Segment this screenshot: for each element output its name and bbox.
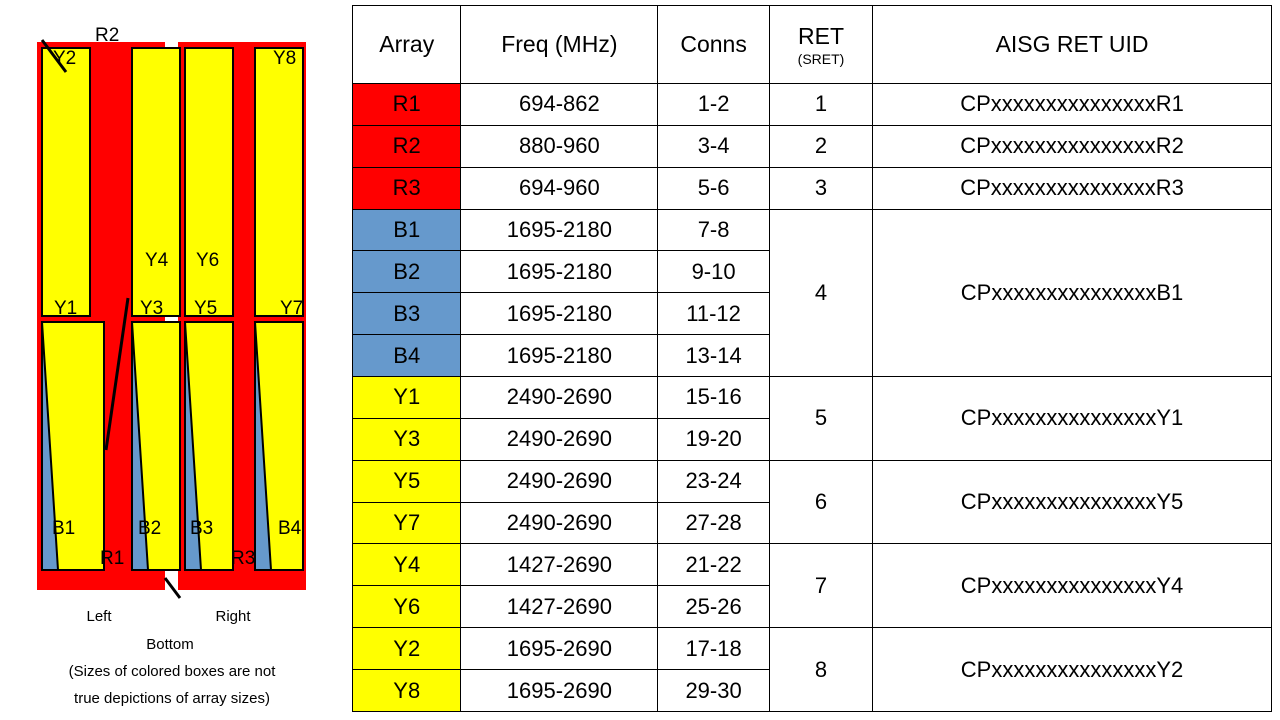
cell-freq: 1427-2690: [461, 544, 658, 586]
table-row: [353, 209, 1272, 251]
cell-freq: 1427-2690: [461, 586, 658, 628]
label-Y8: Y8: [273, 48, 297, 69]
table-row: [353, 167, 1272, 209]
cell-array: Y5: [353, 460, 461, 502]
caption-right: Right: [215, 608, 251, 625]
cell-uid: CPxxxxxxxxxxxxxxxY1: [873, 377, 1272, 461]
table-body: [353, 84, 1272, 712]
cell-uid: CPxxxxxxxxxxxxxxxB1: [873, 209, 1272, 376]
cell-conns: 27-28: [658, 502, 770, 544]
cell-array: B3: [353, 293, 461, 335]
label-Y2: Y2: [53, 48, 77, 69]
cell-freq: 880-960: [461, 125, 658, 167]
slant-mark-bottom-left: [165, 578, 180, 598]
cell-conns: 21-22: [658, 544, 770, 586]
label-Y7: Y7: [280, 298, 304, 319]
cell-ret: 1: [769, 84, 872, 126]
column-header-ret-sublabel: (SRET): [797, 50, 845, 67]
cell-array: R2: [353, 125, 461, 167]
table-row: [353, 377, 1272, 419]
cell-conns: 3-4: [658, 125, 770, 167]
cell-uid: CPxxxxxxxxxxxxxxxY4: [873, 544, 1272, 628]
cell-uid: CPxxxxxxxxxxxxxxxY2: [873, 628, 1272, 712]
cell-freq: 2490-2690: [461, 377, 658, 419]
caption-note-line1: (Sizes of colored boxes are not: [68, 663, 276, 680]
cell-conns: 23-24: [658, 460, 770, 502]
table-header-row: [353, 6, 1272, 84]
cell-array: Y6: [353, 586, 461, 628]
ret-mapping-table: [352, 5, 1272, 712]
label-R2: R2: [95, 25, 120, 46]
cell-freq: 1695-2180: [461, 251, 658, 293]
cell-array: Y8: [353, 670, 461, 712]
ret-mapping-table-wrapper: [352, 5, 1272, 712]
cell-array: Y1: [353, 377, 461, 419]
cell-ret: 5: [769, 377, 872, 461]
column-header-conns: Conns: [658, 6, 770, 84]
cell-conns: 1-2: [658, 84, 770, 126]
cell-array: R3: [353, 167, 461, 209]
column-header-ret: [769, 6, 872, 84]
label-B1: B1: [52, 518, 76, 539]
cell-freq: 1695-2180: [461, 335, 658, 377]
cell-conns: 25-26: [658, 586, 770, 628]
table-row: [353, 544, 1272, 586]
cell-conns: 5-6: [658, 167, 770, 209]
cell-ret: 6: [769, 460, 872, 544]
cell-conns: 11-12: [658, 293, 770, 335]
cell-ret: 4: [769, 209, 872, 376]
caption-note-line2: true depictions of array sizes): [74, 690, 270, 707]
antenna-array-diagram: [0, 0, 345, 720]
cell-array: Y2: [353, 628, 461, 670]
cell-uid: CPxxxxxxxxxxxxxxxR3: [873, 167, 1272, 209]
table-row: [353, 84, 1272, 126]
label-Y1: Y1: [54, 298, 78, 319]
table-row: [353, 460, 1272, 502]
cell-freq: 2490-2690: [461, 460, 658, 502]
cell-freq: 1695-2180: [461, 293, 658, 335]
cell-conns: 29-30: [658, 670, 770, 712]
table-row: [353, 628, 1272, 670]
caption-left: Left: [86, 608, 112, 625]
label-Y6: Y6: [196, 250, 220, 271]
cell-conns: 17-18: [658, 628, 770, 670]
cell-freq: 1695-2690: [461, 628, 658, 670]
cell-freq: 1695-2180: [461, 209, 658, 251]
cell-ret: 7: [769, 544, 872, 628]
cell-array: B2: [353, 251, 461, 293]
cell-ret: 2: [769, 125, 872, 167]
cell-freq: 2490-2690: [461, 502, 658, 544]
label-B4: B4: [278, 518, 302, 539]
array-Y6-block: [185, 48, 233, 316]
label-Y3: Y3: [140, 298, 164, 319]
label-B2: B2: [138, 518, 162, 539]
label-Y4: Y4: [145, 250, 169, 271]
cell-conns: 13-14: [658, 335, 770, 377]
cell-array: B1: [353, 209, 461, 251]
cell-array: Y7: [353, 502, 461, 544]
array-Y2-block: [42, 48, 90, 316]
array-Y8-block: [255, 48, 303, 316]
cell-freq: 694-960: [461, 167, 658, 209]
cell-uid: CPxxxxxxxxxxxxxxxR2: [873, 125, 1272, 167]
cell-array: Y3: [353, 418, 461, 460]
cell-freq: 1695-2690: [461, 670, 658, 712]
cell-array: R1: [353, 84, 461, 126]
cell-conns: 15-16: [658, 377, 770, 419]
cell-conns: 19-20: [658, 418, 770, 460]
cell-conns: 9-10: [658, 251, 770, 293]
cell-array: Y4: [353, 544, 461, 586]
column-header-array: Array: [353, 6, 461, 84]
column-header-uid: AISG RET UID: [873, 6, 1272, 84]
cell-freq: 694-862: [461, 84, 658, 126]
label-R3: R3: [231, 548, 256, 569]
cell-ret: 3: [769, 167, 872, 209]
table-row: [353, 125, 1272, 167]
cell-array: B4: [353, 335, 461, 377]
cell-uid: CPxxxxxxxxxxxxxxxR1: [873, 84, 1272, 126]
cell-uid: CPxxxxxxxxxxxxxxxY5: [873, 460, 1272, 544]
column-header-freq: Freq (MHz): [461, 6, 658, 84]
label-B3: B3: [190, 518, 214, 539]
label-R1: R1: [100, 548, 125, 569]
cell-ret: 8: [769, 628, 872, 712]
cell-conns: 7-8: [658, 209, 770, 251]
column-header-ret-label: RET: [798, 22, 844, 49]
label-Y5: Y5: [194, 298, 218, 319]
cell-freq: 2490-2690: [461, 418, 658, 460]
array-Y4-block: [132, 48, 180, 316]
caption-bottom: Bottom: [146, 636, 194, 653]
